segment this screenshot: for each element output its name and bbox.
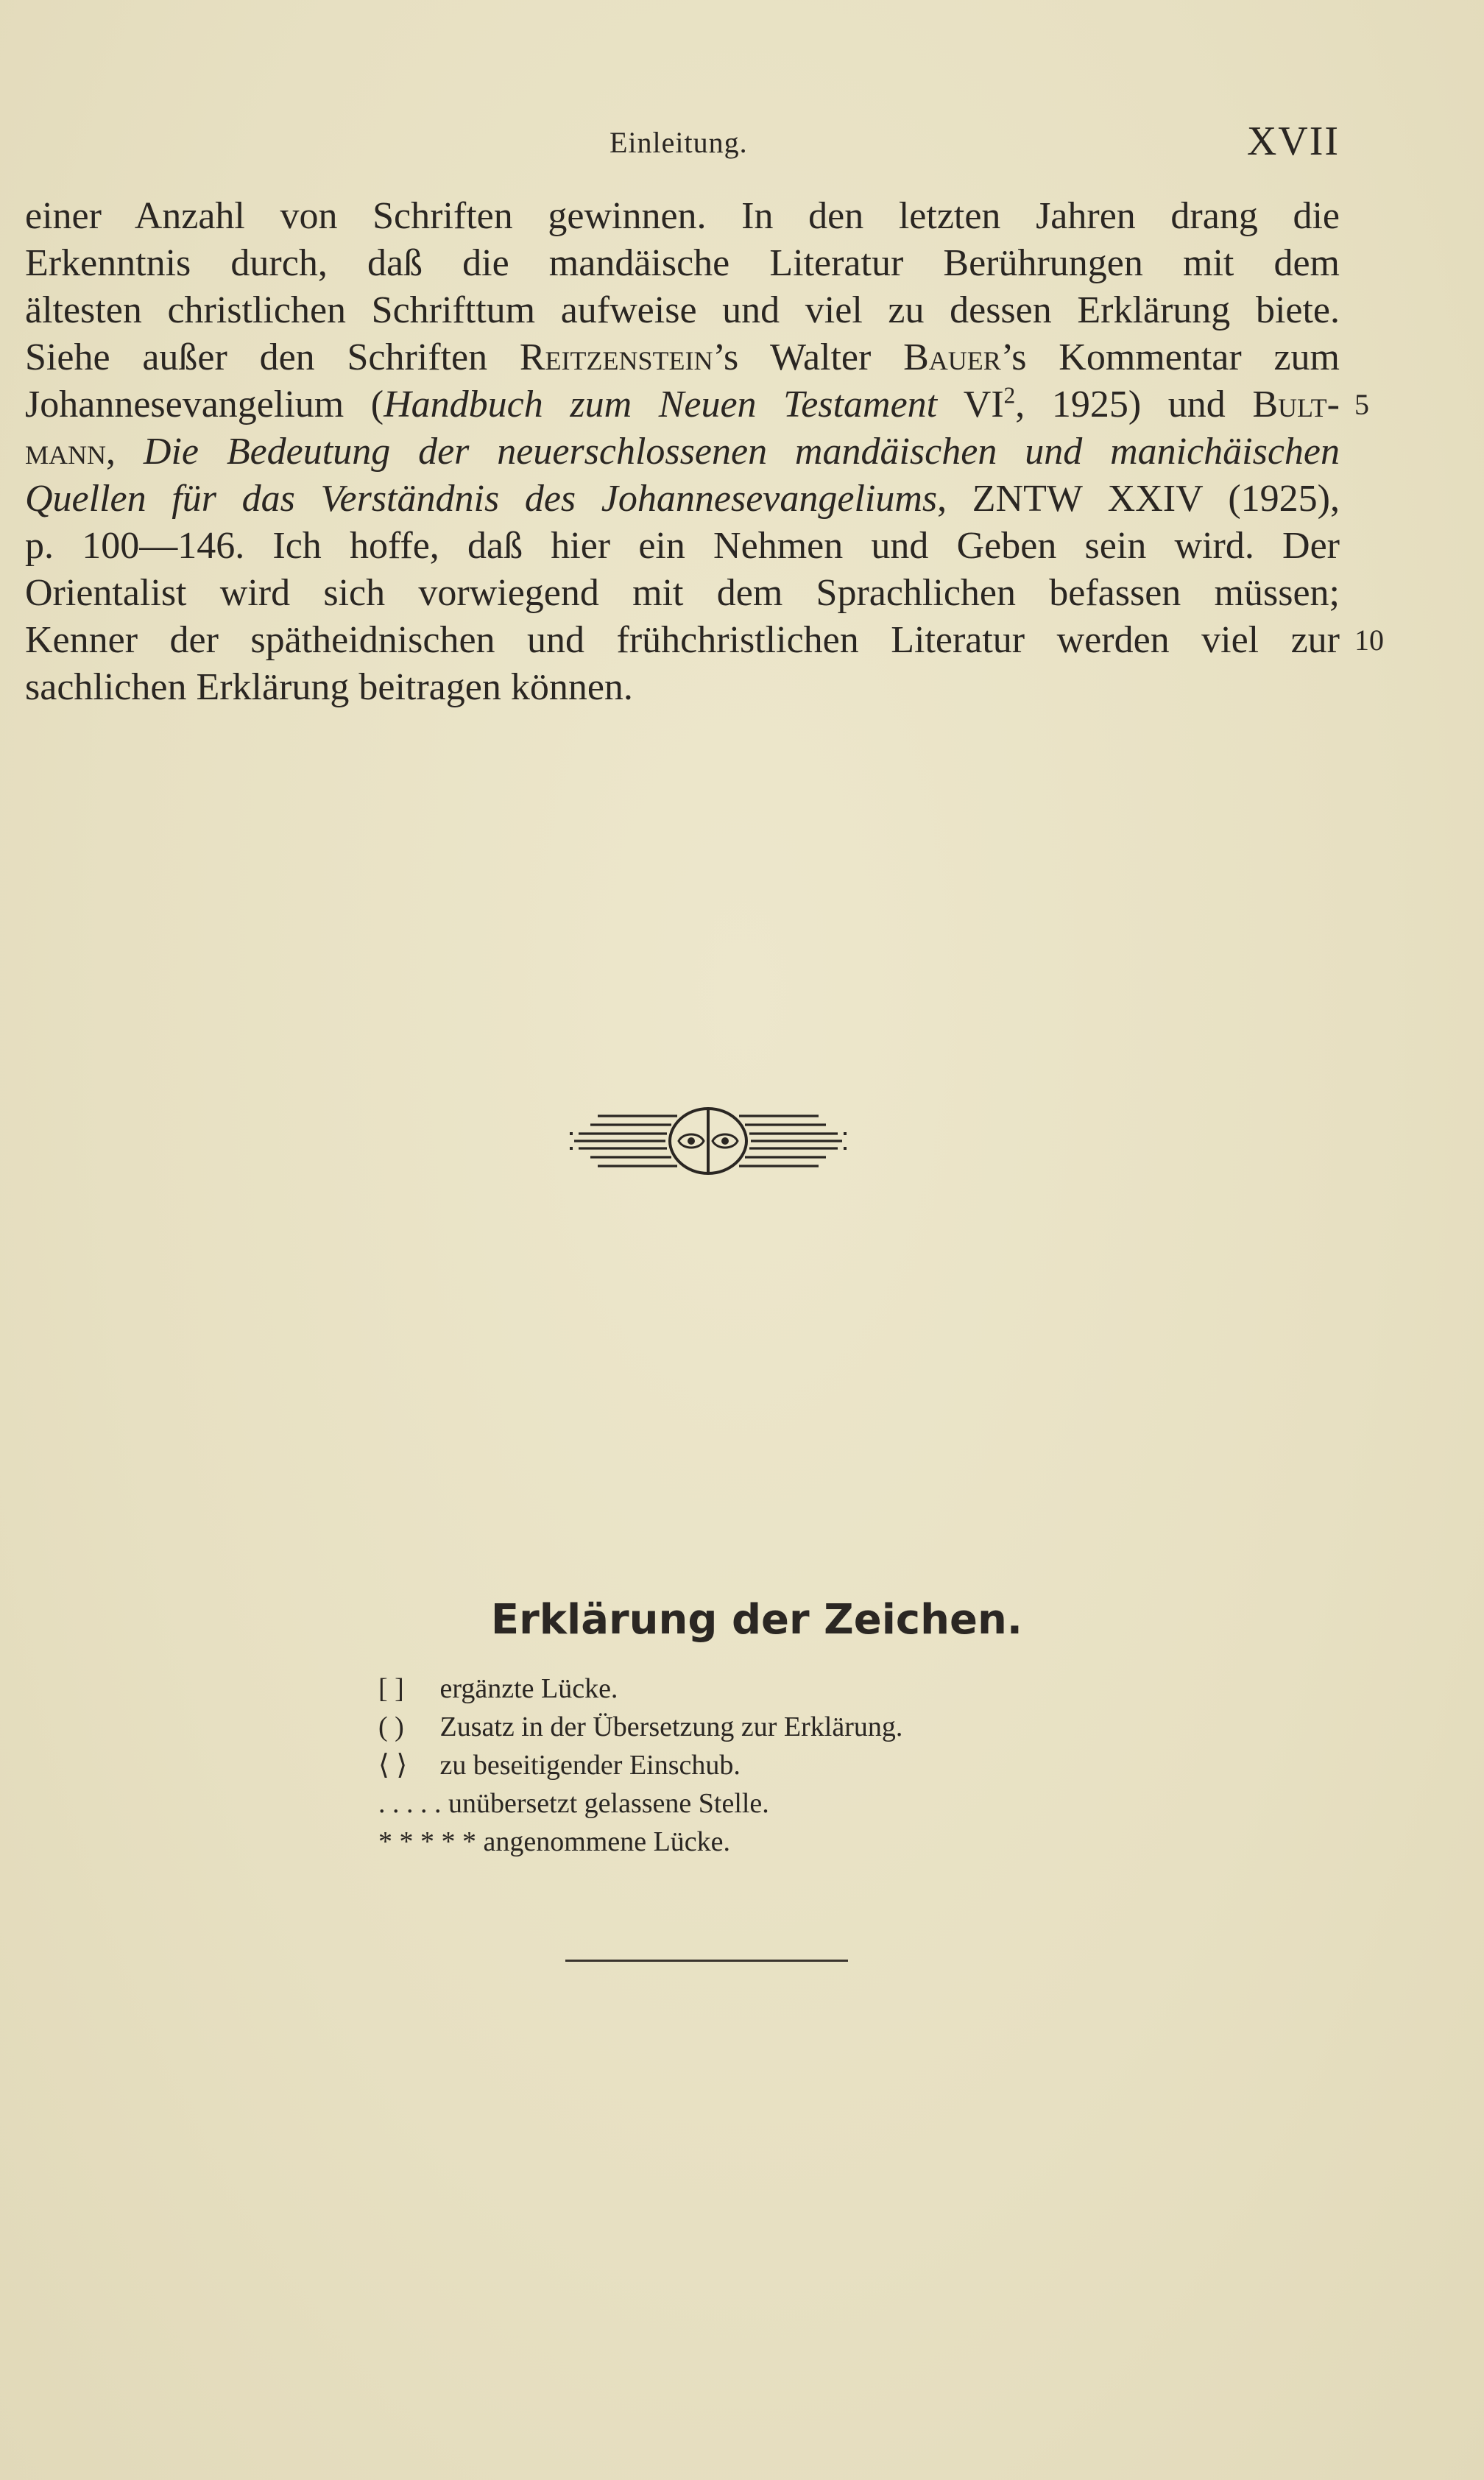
author-name: mann [25, 431, 107, 473]
legend-symbol: . . . . . [378, 1788, 442, 1819]
legend-item [378, 1746, 902, 1784]
legend-text: Zusatz in der Übersetzung zur Erklärung. [439, 1711, 903, 1742]
author-name: Reitzenstein [519, 336, 713, 378]
legend-item [378, 1670, 902, 1708]
text-line: ältesten christlichen Schrifttum aufweise und viel zu dessen Erklärung biete. [25, 289, 1340, 331]
text-line: sachlichen Erklärung beitragen können. [25, 666, 633, 708]
text-line: Siehe außer den Schriften Reitzenstein’s Walter Bauer’s Kommentar zum [25, 336, 1340, 378]
legend-text: ergänzte Lücke. [439, 1673, 618, 1704]
legend-title: Erklärung der Zeichen. [490, 1596, 1023, 1644]
page-number: XVII [1246, 119, 1340, 164]
running-head [0, 118, 1484, 169]
author-name: Bult- [1252, 384, 1340, 425]
text-line: p. 100—146. Ich hoffe, daß hier ein Nehmen und Geben sein wird. Der [25, 525, 1340, 567]
legend-text: zu beseitigender Einschub. [439, 1750, 741, 1781]
text-line: Kenner der spätheidnischen und frühchristlichen Literatur werden viel zur 10 [25, 617, 1340, 664]
text-line: Johannesevangelium (Handbuch zum Neuen Testament $VI^2$, 1925) und Bult- 5 [25, 381, 1340, 428]
legend-text: angenommene Lücke. [483, 1826, 731, 1857]
legend-symbol: ⟨ ⟩ [378, 1750, 408, 1781]
text-line: mann, Die Bedeutung der neuerschlossenen mandäischen und manichäischen [25, 431, 1340, 473]
running-head-title: Einleitung. [610, 126, 748, 159]
decorative-ornament-icon [568, 1103, 848, 1176]
text-line: Orientalist wird sich vorwiegend mit dem Sprachlichen befassen müssen; [25, 572, 1340, 614]
text-line: Quellen für das Verständnis des Johannesevangeliums, ZNTW XXIV (1925), [25, 478, 1340, 520]
legend-item [378, 1708, 902, 1746]
work-title: Handbuch zum Neuen Testament [384, 384, 938, 425]
legend-item [378, 1784, 902, 1823]
legend-symbol: ( ) [378, 1711, 404, 1742]
legend-symbol: * * * * * [378, 1826, 476, 1857]
text-line: Erkenntnis durch, daß die mandäische Literatur Berührungen mit dem [25, 242, 1340, 284]
legend-text: unübersetzt gelassene Stelle. [448, 1788, 769, 1819]
author-name: Bauer [903, 336, 1001, 378]
line-number: 10 [1354, 623, 1384, 657]
text-line: einer Anzahl von Schriften gewinnen. In den letzten Jahren drang die [25, 195, 1340, 237]
legend-symbol: [ ] [378, 1673, 404, 1704]
legend-item [378, 1823, 902, 1861]
work-title: Die Bedeutung der neuerschlossenen mandäischen und manichäischen [143, 431, 1340, 473]
closing-rule [565, 1960, 848, 1962]
edition-superscript: 2 [1003, 382, 1016, 409]
work-title: Quellen für das Verständnis des Johannesevangeliums [25, 478, 938, 520]
body-text [25, 193, 1384, 711]
symbol-legend [378, 1670, 902, 1861]
line-number: 5 [1354, 388, 1369, 421]
